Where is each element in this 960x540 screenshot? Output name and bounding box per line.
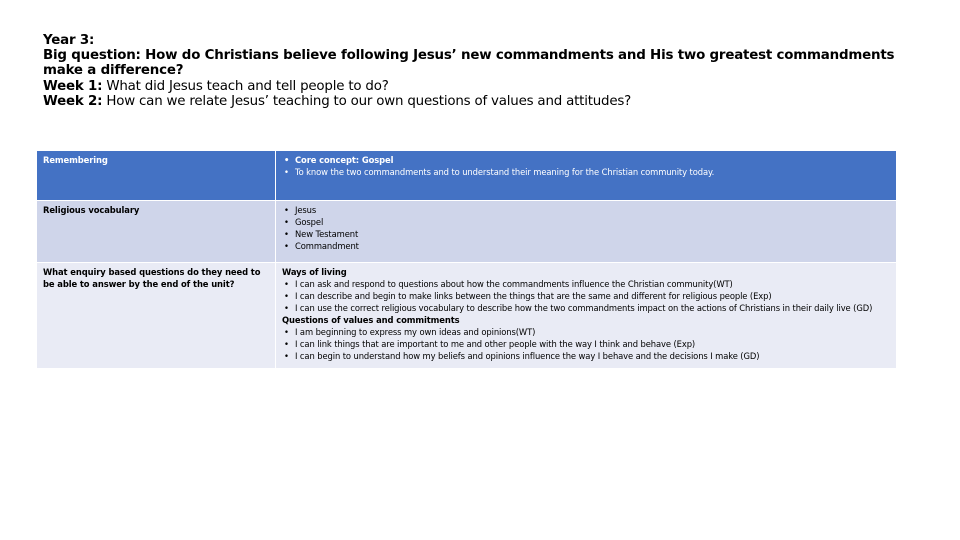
week-1: Week 1: What did Jesus teach and tell people to do? [43,78,389,94]
table-row-remembering [37,151,897,201]
big-question: Big question: How do Christians believe following Jesus’ new commandments and His two greatest commandments make a difference? [43,48,895,79]
list-item: • Jesus [282,204,890,216]
list-item: • I am beginning to express my own ideas and opinions(WT) [282,326,890,338]
enquiry-content [276,263,897,369]
table-row-enquiry [37,263,897,369]
row-label-vocabulary: Religious vocabulary [37,201,276,263]
values-heading: Questions of values and commitments [282,315,460,325]
week-2: Week 2: How can we relate Jesus’ teaching to our own questions of values and attitudes? [43,93,632,109]
list-item: • New Testament [282,228,890,240]
list-item: • I can use the correct religious vocabulary to describe how the two commandments impact on the actions of Christians in their daily live (GD) [282,302,890,314]
list-item: • I can ask and respond to questions about how the commandments influence the Christian community(WT) [282,278,890,290]
list-item: • Core concept: Gospel [282,154,890,166]
list-item: • Gospel [282,216,890,228]
list-item: • To know the two commandments and to understand their meaning for the Christian community today. [282,166,890,178]
row-label-enquiry: What enquiry based questions do they need to be able to answer by the end of the unit? [37,263,276,369]
row-label-remembering: Remembering [37,151,276,201]
list-item: • I can begin to understand how my beliefs and opinions influence the way I behave and the decisions I make (GD) [282,350,890,362]
table-row-vocabulary [37,201,897,263]
list-item: • I can link things that are important to me and other people with the way I think and behave (Exp) [282,338,890,350]
list-item: • Commandment [282,240,890,252]
list-item: • I can describe and begin to make links between the things that are the same and different for religious people (Exp) [282,290,890,302]
planning-table [36,150,897,369]
remembering-content [276,151,897,201]
lesson-header [43,33,923,109]
year-heading: Year 3: [43,33,95,48]
vocabulary-content [276,201,897,263]
ways-of-living-heading: Ways of living [282,267,347,277]
